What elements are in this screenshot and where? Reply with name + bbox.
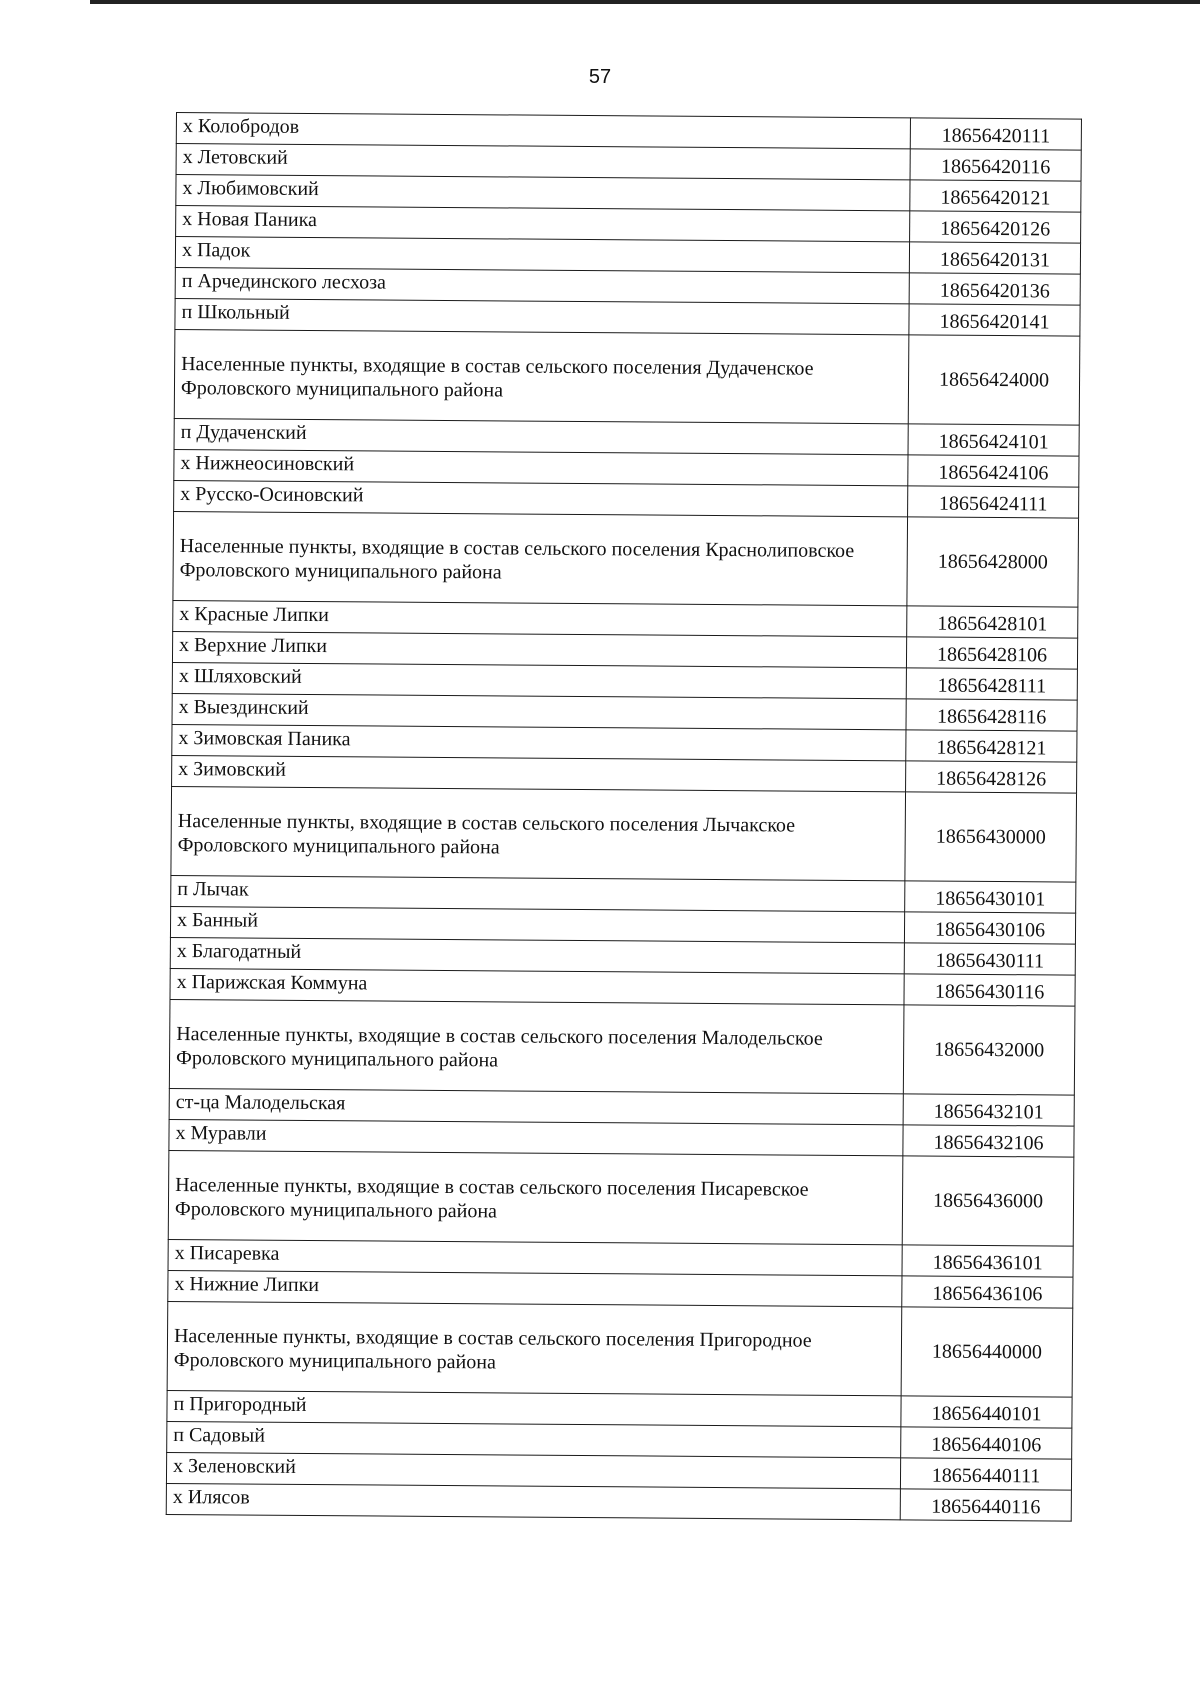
settlement-name-cell: х Новая Паника [176,206,910,242]
settlement-name-cell: х Благодатный [170,937,904,973]
scan-top-edge [90,0,1200,4]
oktmo-code-cell: 18656430111 [904,943,1075,975]
oktmo-code-cell: 18656440106 [901,1427,1072,1459]
oktmo-code-cell: 18656428111 [906,668,1077,700]
oktmo-code-cell: 18656428116 [906,699,1077,731]
settlement-name-cell: х Парижская Коммуна [170,968,904,1004]
oktmo-code-cell: 18656428121 [906,730,1077,762]
oktmo-code-cell: 18656436106 [902,1276,1073,1308]
settlement-name-cell: ст-ца Малодельская [169,1088,903,1124]
oktmo-code-cell: 18656420131 [909,242,1080,274]
oktmo-code-cell: 18656430106 [905,912,1076,944]
oktmo-code-cell: 18656420111 [910,118,1081,150]
settlement-name-cell: х Писаревка [168,1239,902,1275]
table-group-row [169,999,1075,1095]
settlement-name-cell: х Илясов [166,1483,900,1519]
oktmo-code-cell: 18656440000 [901,1307,1073,1397]
oktmo-code-cell: 18656432101 [903,1094,1074,1126]
settlement-name-cell: х Выездинский [172,693,906,729]
settlements-table [166,112,1082,1522]
oktmo-code-cell: 18656420141 [909,304,1080,336]
oktmo-code-cell: 18656424111 [908,486,1079,518]
oktmo-code-cell: 18656430101 [905,881,1076,913]
settlements-table-body [166,113,1081,1522]
settlement-name-cell: п Лычак [171,875,905,911]
settlement-name-cell: х Падок [175,237,909,273]
settlement-name-cell: п Пригородный [167,1390,901,1426]
settlement-name-cell: х Колобродов [176,113,910,149]
oktmo-code-cell: 18656432106 [903,1125,1074,1157]
oktmo-code-cell: 18656428000 [907,517,1079,607]
group-heading-cell: Населенные пункты, входящие в состав сельского поселения Дудаченское Фроловского муниципального района [174,329,909,423]
settlement-name-cell: х Зимовская Паника [172,724,906,760]
table-group-row [168,1150,1074,1246]
table-group-row [173,511,1079,607]
oktmo-code-cell: 18656430116 [904,974,1075,1006]
oktmo-code-cell: 18656420126 [910,211,1081,243]
oktmo-code-cell: 18656428101 [907,606,1078,638]
settlement-name-cell: п Садовый [167,1421,901,1457]
table-group-row [171,786,1077,882]
settlement-name-cell: х Шляховский [172,662,906,698]
oktmo-code-cell: 18656428126 [906,761,1077,793]
page-number: 57 [588,66,612,88]
settlement-name-cell: х Верхние Липки [172,631,906,667]
settlement-name-cell: п Школьный [175,298,909,334]
settlement-name-cell: х Летовский [176,144,910,180]
oktmo-code-cell: 18656420116 [910,149,1081,181]
oktmo-code-cell: 18656424000 [908,335,1080,425]
settlement-name-cell: х Зимовский [172,755,906,791]
group-heading-cell: Населенные пункты, входящие в состав сельского поселения Лычакское Фроловского муниципального района [171,786,906,880]
settlement-name-cell: х Русско-Осиновский [174,480,908,516]
table-group-row [167,1301,1073,1397]
oktmo-code-cell: 18656430000 [905,792,1077,882]
group-heading-cell: Населенные пункты, входящие в состав сельского поселения Писаревское Фроловского муниципального района [168,1150,903,1244]
group-heading-cell: Населенные пункты, входящие в состав сельского поселения Пригородное Фроловского муниципального района [167,1301,902,1395]
table-group-row [174,329,1080,425]
settlement-name-cell: х Нижнеосиновский [174,449,908,485]
oktmo-code-cell: 18656440101 [901,1396,1072,1428]
group-heading-cell: Населенные пункты, входящие в состав сельского поселения Краснолиповское Фроловского муниципального района [173,511,908,605]
table-row [166,1483,1071,1521]
settlement-name-cell: х Любимовский [176,175,910,211]
settlement-name-cell: х Муравли [169,1119,903,1155]
settlement-name-cell: х Банный [170,906,904,942]
settlement-name-cell: х Нижние Липки [168,1270,902,1306]
oktmo-code-cell: 18656428106 [907,637,1078,669]
group-heading-cell: Населенные пункты, входящие в состав сельского поселения Малодельское Фроловского муниципального района [169,999,904,1093]
settlement-name-cell: х Зеленовский [166,1452,900,1488]
settlement-name-cell: п Арчединского лесхоза [175,267,909,303]
oktmo-code-cell: 18656436101 [902,1245,1073,1277]
oktmo-code-cell: 18656424106 [908,455,1079,487]
oktmo-code-cell: 18656440111 [901,1458,1072,1490]
settlement-name-cell: п Дудаченский [174,418,908,454]
oktmo-code-cell: 18656420136 [909,273,1080,305]
oktmo-code-cell: 18656424101 [908,424,1079,456]
oktmo-code-cell: 18656432000 [903,1005,1075,1095]
settlement-name-cell: х Красные Липки [173,600,907,636]
oktmo-code-cell: 18656440116 [900,1489,1071,1521]
oktmo-code-cell: 18656436000 [902,1156,1074,1246]
oktmo-code-cell: 18656420121 [910,180,1081,212]
